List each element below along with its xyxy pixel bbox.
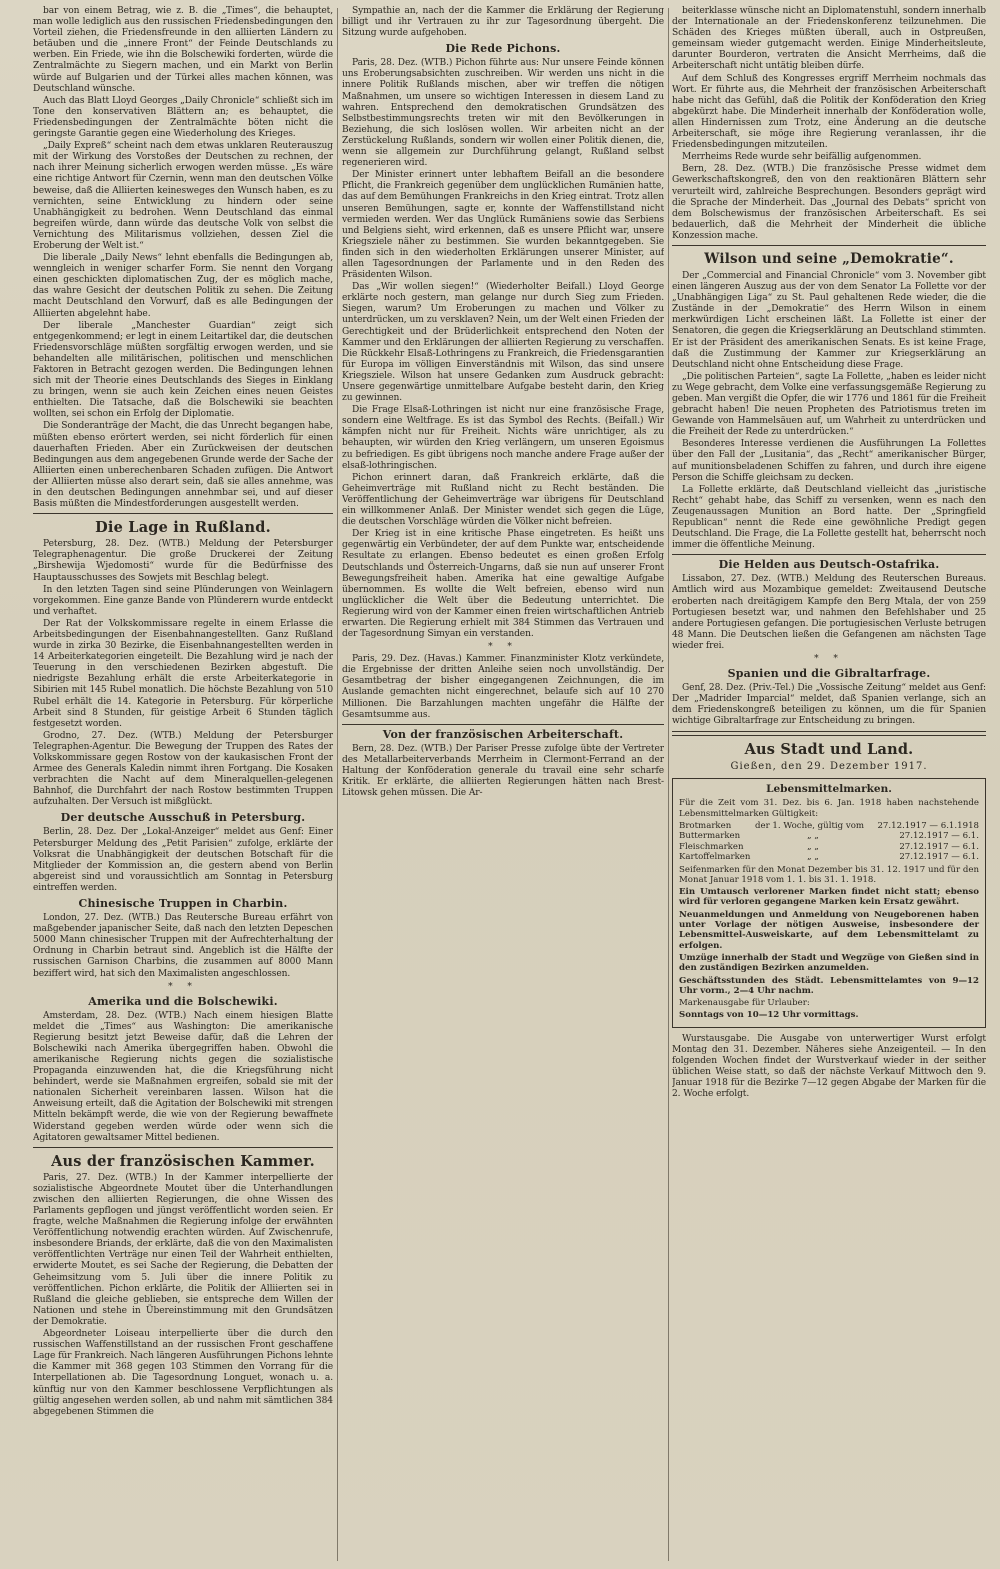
paragraph: Paris, 27. Dez. (WTB.) In der Kammer interpellierte der sozialistische Abgeordnete Moutet über die Unterhandlungen zwischen den alliierten Regierungen, die ohne Wissen des Parlaments gepflogen und jüngst veröffentlicht worden seien. Er fragte, welche Maßnahmen die Regierung infolge der erwähnten Veröffentlichung notwendig erachten würden. Auf Zwischenrufe, insbesondere Briands, der erklärte, daß die von den Maximalisten veröffentlichten Verträge nur einen Teil der Wahrheit enthielten, erwiderte Moutet, es sei Sache der Regierung, die Debatten der Geheimsitzung vom 5. Juli über die innere Politik zu veröffentlichen. Pichon erklärte, die Politik der Alliierten sei in Rußland die gleiche geblieben, sie entspreche dem Willen der Nationen und stehe in Übereinstimmung mit den Grundsätzen der Demokratie. (33, 1172, 333, 1327)
row-period: 27.12.1917 — 6.1.1918 (877, 820, 979, 831)
headline-america: Amerika und die Bolschewiki. (88, 994, 278, 1008)
paragraph: Paris, 29. Dez. (Havas.) Kammer. Finanzminister Klotz verkündete, die Ergebnisse der dritten Anleihe seien noch unvollständig. Der Gesamtbetrag der bisher eingegangenen Zeichnungen, die im Auslande gemachten nicht eingerechnet, belaufe sich auf 10 270 Millionen. Die Barzahlungen machten ungefähr die Hälfte der Gesamtsumme aus. (342, 654, 664, 720)
divider (672, 554, 986, 555)
box-line: Sonntags von 10—12 Uhr vormittags. (679, 1010, 859, 1021)
paragraph: Die Sonderanträge der Macht, die das Unrecht begangen habe, müßten ebenso erörtert werden, sei nicht förderlich für einen dauerhaften Frieden. Aber ein Zurückweisen der deutschen Bedingungen aus dem angegebenen Grunde werde der Sache der Alliierten einen unberechenbaren Schaden zufügen. Die Antwort der Alliierten müsse also derart sein, daß sie alles annehme, was in den deutschen Bedingungen annehmbar sei, und auf dieser Basis müßten die Mindestforderungen ausgestellt werden. (33, 421, 333, 510)
double-divider (672, 731, 986, 736)
column-right (672, 6, 986, 1563)
divider (672, 245, 986, 246)
paragraph: Bern, 28. Dez. (WTB.) Die französische Presse widmet dem Gewerkschaftskongreß, den von den reaktionären Blättern sehr verurteilt wird, zahlreiche Besprechungen. Besonders geprägt wird die Sprache der Minderheit. Das „Journal des Debats“ spricht von dem Bolschewismus der französischen Arbeiterschaft. Es sei bedauerlich, daß die Mehrheit der Minderheit die übliche Konzession mache. (672, 164, 986, 241)
section-ornament: * * (488, 642, 518, 653)
section-ornament: * * (168, 981, 198, 992)
headline-russia: Die Lage in Rußland. (95, 519, 271, 537)
paragraph: Der Minister erinnert unter lebhaftem Beifall an die besondere Pflicht, die Frankreich gegenüber dem unglücklichen Rumänien hatte, das auf dem Bemühungen Frankreichs in den Krieg eintrat. Trotz allen unseren Bemühungen, sagte er, konnte der Waffenstillstand nicht vermieden werden. Wer das Unglück Rumäniens sowie das Serbiens und Belgiens sieht, wird erkennen, daß es unsere Pflicht war, unsere Kriegsziele näher zu bestimmen. Sie wurden bekanntgegeben. Sie finden sich in den wiederholten Erklärungen unserer Minister, auf allen Tagesordnungen der Parlamente und in den Reden des Präsidenten Wilson. (342, 170, 664, 281)
section-ornament: * * (814, 653, 844, 664)
headline-pichon: Die Rede Pichons. (445, 42, 561, 56)
row-name: Brotmarken (679, 820, 732, 831)
row-period: 27.12.1917 — 6.1. (899, 841, 979, 852)
box-line: Seifenmarken für den Monat Dezember bis 31. 12. 1917 und für den Monat Januar 1918 vom 1. 1. bis 31. 1. 1918. (679, 864, 979, 885)
paragraph: Der Krieg ist in eine kritische Phase eingetreten. Es heißt uns gegenwärtig ein Verbündeter, der auf dem Punkte war, entscheidende Resultate zu erlangen. Ebenso bedeutet es einen großen Erfolg Deutschlands und Österreich-Ungarns, daß sie nun auf unserer Front Bewegungsfreiheit haben. Amerika hat eine gewaltige Aufgabe übernommen. Es wollte die Welt befreien, ebenso wird nun unglücklicher die Welt über die Bedeutung unterrichtet. Die Regierung wird von der Kammer einen freien wirtschaftlichen Antrieb erwarten. Die Regierung erhielt mit 384 Stimmen das Vertrauen und der Tagesordnung Simyan ein verstanden. (342, 529, 664, 640)
paragraph: Die Frage Elsaß-Lothringen ist nicht nur eine französische Frage, sondern eine Weltfrage. Es ist das Symbol des Rechts. (Beifall.) Wir kämpfen nicht nur für Freiheit. Nichts wäre unrichtiger, als zu behaupten, wir würden den Krieg verlängern, um unseren Egoismus zu befriedigen. Es gibt übrigens noch manche andere Frage außer der elsaß-lothringischen. (342, 405, 664, 471)
paragraph: Lissabon, 27. Dez. (WTB.) Meldung des Reuterschen Bureaus. Amtlich wird aus Mozambique gemeldet: Zweitausend Deutsche eroberten nach dreitägigem Kampfe den Berg Mtala, der von 259 Portugiesen besetzt war, und nahmen den Befehlshaber und 25 andere Portugiesen gefangen. Die portugiesischen Verluste betrugen 48 Mann. Die Deutschen ließen die Gefangenen am nächsten Tage wieder frei. (672, 574, 986, 651)
row-name: Fleischmarken (679, 841, 744, 852)
paragraph: Das „Wir wollen siegen!“ (Wiederholter Beifall.) Lloyd George erklärte noch gestern, man gelange nur durch Sieg zum Frieden. Siegen, warum? Um Eroberungen zu machen und Völker zu unterdrücken, um zu versklaven? Nein, um der Welt einen Frieden der Gerechtigkeit und der Brüderlichkeit entsprechend den Noten der Kammer und den Erklärungen der alliierten Regierung zu verschaffen. Die Rückkehr Elsaß-Lothringens zu Frankreich, die Friedensgarantien für Europa im völligen Einverständnis mit Wilson, das sind unsere Kriegsziele. Wilson hat unsere Gedanken zum Ausdruck gebracht: Unsere gegenwärtige unmittelbare Aufgabe besteht darin, den Krieg zu gewinnen. (342, 282, 664, 404)
headline-wilson: Wilson und seine „Demokratie“. (704, 250, 954, 267)
row-period: 27.12.1917 — 6.1. (899, 831, 979, 842)
divider (33, 1147, 333, 1148)
dateline: Gießen, den 29. Dezember 1917. (730, 761, 928, 773)
paragraph: In den letzten Tagen sind seine Plünderungen von Weinlagern vorgekommen. Eine ganze Bande von Plünderern wurde entdeckt und verhaftet. (33, 584, 333, 617)
paragraph: Bern, 28. Dez. (WTB.) Der Pariser Presse zufolge übte der Vertreter des Metallarbeiterverbands Merrheim in Clermont-Ferrand an der Haltung der Konföderation generale du travail eine sehr scharfe Kritik. Er erklärte, die alliierten Regierungen hätten nach Brest-Litowsk gehen müssen. Die Ar- (342, 743, 664, 799)
column-left (33, 6, 333, 1563)
headline-spain: Spanien und die Gibraltarfrage. (727, 666, 931, 680)
divider (33, 513, 333, 514)
paragraph: Die liberale „Daily News“ lehnt ebenfalls die Bedingungen ab, wenngleich in weniger scharfer Form. Sie nennt den Vorgang einen geschickten diplomatischen Zug, der es möglich mache, das wahre Gesicht der deutschen Politik zu sehen. Die Zeitung macht Deutschland den Vorwurf, daß es alle Bedingungen der Alliierten abgelehnt habe. (33, 253, 333, 319)
paragraph: Wurstausgabe. Die Ausgabe von unterwertiger Wurst erfolgt Montag den 31. Dezember. Näheres siehe Anzeigenteil. — In den folgenden Wochen findet der Wurstverkauf wieder in der seither üblichen Weise statt, so daß der nächste Verkauf Mittwoch den 9. Januar 1918 für die Bezirke 7—12 gegen Abgabe der Marken für die 2. Woche erfolgt. (672, 1033, 986, 1100)
paragraph: Genf, 28. Dez. (Priv.-Tel.) Die „Vossische Zeitung“ meldet aus Genf: Der „Madrider Imparcial“ meldet, daß Spanien verlange, sich an dem Friedenskongreß beteiligen zu können, um die für Spanien wichtige Gibraltarfrage zur Entscheidung zu bringen. (672, 682, 986, 727)
row-week: „ „ (807, 831, 819, 842)
paragraph: Amsterdam, 28. Dez. (WTB.) Nach einem hiesigen Blatte meldet die „Times“ aus Washington: Die amerikanische Regierung besitzt jetzt Beweise dafür, daß die Lehren der Bolschewiki nach Amerika übergegriffen haben. Obwohl die amerikanische Regierung nichts gegen die sozialistische Propaganda einzuwenden hat, die die Kriegsführung nicht behindert, werde sie Maßnahmen ergreifen, sobald sie mit der nationalen Sicherheit vereinbaren lassen. Wilson hat die Anweisung erteilt, daß die Agitation der Bolschewiki mit strengen Mitteln bekämpft werde, die wie von der Regierung bewaffnete Widerstand gegeben werden würde oder wenn sich die Agitatoren gewaltsamer Mittel bedienen. (33, 1010, 333, 1143)
box-line: Neuanmeldungen und Anmeldung von Neugeborenen haben unter Vorlage der nötigen Ausweise, insbesondere der Lebensmittel-Ausweiskarte, auf dem Lebensmittelamt zu erfolgen. (679, 909, 979, 951)
table-row (679, 852, 979, 862)
box-title: Lebensmittelmarken. (766, 783, 892, 796)
headline-chamber: Aus der französischen Kammer. (51, 1152, 315, 1170)
table-row (679, 842, 979, 852)
headline-africa: Die Helden aus Deutsch-Ostafrika. (718, 558, 940, 572)
divider (342, 724, 664, 725)
paragraph: Der „Commercial and Financial Chronicle“ vom 3. November gibt einen längeren Auszug aus der von dem Senator La Follette vor der „Unabhängigen Liga“ zu St. Paul gehaltenen Rede wieder, die die Zustände in der „Demokratie“ des Herrn Wilson in einem merkwürdigen Licht erscheinen läßt. La Follette ist einer der Senatoren, die gegen die Kriegserklärung an Deutschland stimmten. Er ist der Präsident des amerikanischen Senats. Es ist keine Frage, daß die Zustimmung der Kammer zur Kriegserklärung an Deutschland nicht ohne Entscheidung diese Frage. (672, 270, 986, 370)
paragraph: Auf dem Schluß des Kongresses ergriff Merrheim nochmals das Wort. Er führte aus, die Mehrheit der französischen Arbeiterschaft habe nicht das Gefühl, daß die Politik der Konföderation den Krieg abgekürzt habe. Die Minderheit innerhalb der Konföderation wolle, allen Hindernissen zum Trotz, eine Änderung an die deutsche Arbeiterschaft, sie möge ihre Regierung veranlassen, ihr die Friedensbedingungen mitzuteilen. (672, 73, 986, 151)
row-name: Buttermarken (679, 831, 741, 842)
paragraph: „Die politischen Parteien“, sagte La Follette, „haben es leider nicht zu Wege gebracht, dem Volke eine verfassungsgemäße Regierung zu geben. Man vergißt die Opfer, die wir 1776 und 1861 für die Freiheit gebracht haben! Die neuen Propheten des Patriotismus treten im Gewande von Hammelsäuen auf, um Wahrheit zu unterdrücken und die Freiheit der Rede zu unterdrücken.“ (672, 371, 986, 438)
headline-charbin: Chinesische Truppen in Charbin. (78, 897, 288, 911)
box-intro: Für die Zeit vom 31. Dez. bis 6. Jan. 1918 haben nachstehende Lebensmittelmarken Gültigkeit: (679, 798, 979, 819)
paragraph: Abgeordneter Loiseau interpellierte über die durch den russischen Waffenstillstand an der russischen Front geschaffene Lage für Frankreich. Nach längeren Ausführungen Pichons lehnte die Kammer mit 368 gegen 103 Stimmen den Vorrang für die Interpellationen ab. Die Tagesordnung Longuet, wonach u. a. künftig nur von den Kammer beschlossene Verpflichtungen als gültig angesehen werden sollen, ab und nahm mit sämtlichen 384 abgegebenen Stimmen die (33, 1329, 333, 1417)
box-line: Geschäftsstunden des Städt. Lebensmittelamtes von 9—12 Uhr vorm., 2—4 Uhr nachm. (679, 975, 979, 996)
paragraph: La Follette erklärte, daß Deutschland vielleicht das „juristische Recht“ gehabt habe, das Schiff zu versenken, wenn es nach den Zeugenaussagen Munition an Bord hatte. Der „Springfield Republican“ nennt die Rede eine gewöhnliche Predigt gegen Deutschland. Die Frage, die La Follette gestellt hat, beherrscht noch immer die öffentliche Meinung. (672, 484, 986, 551)
paragraph: Merrheims Rede wurde sehr beifällig aufgenommen. (682, 152, 922, 163)
column-middle (342, 6, 664, 1563)
paragraph: Sympathie an, nach der die Kammer die Erklärung der Regierung billigt und ihr Vertrauen zu ihr zur Tagesordnung übergeht. Die Sitzung wurde aufgehoben. (342, 6, 664, 39)
paragraph: Pichon erinnert daran, daß Frankreich erklärte, daß die Geheimverträge mit Rußland nicht zu Recht beständen. Die Veröffentlichung der Geheimverträge war übrigens für Deutschland ein willkommener Anlaß. Der Minister wendet sich gegen die Lüge, die deutschen Vorschläge würden die Völker nicht befreien. (342, 472, 664, 528)
paragraph: Besonderes Interesse verdienen die Ausführungen La Follettes über den Fall der „Lusitania“, das „Recht“ amerikanischer Bürger, auf munitionsbeladenen Schiffen zu fahren, und durch ihre eigene Person die Schiffe gleichsam zu decken. (672, 439, 986, 483)
column-rule-right (668, 8, 669, 1561)
paragraph: Der liberale „Manchester Guardian“ zeigt sich entgegenkommend; er legt in einem Leitartikel dar, die deutschen Friedensvorschläge müßten sorgfältig erwogen werden, und sie behandelten alle militärischen, politischen und menschlichen Faktoren in Betracht gezogen werden. Die Bedingungen lehnen sich mit der Theorie eines Deutschlands des Sieges in Einklang zu bringen, wenn sie auch kein Zeichen eines neuen Geistes enthielten. Die Tatsache, daß die Bolschewiki sie beachten wollten, sei schon ein Erfolg der Diplomatie. (33, 320, 333, 420)
headline-workers: Von der französischen Arbeiterschaft. (382, 727, 624, 741)
paragraph: Der Rat der Volkskommissare regelte in einem Erlasse die Arbeitsbedingungen der Eisenbahnangestellten. Ganz Rußland wurde in zirka 30 Bezirke, die Eisenbahnangestellten werden in 14 Arbeiterkategorien eingeteilt. Die Bezahlung wird je nach der Teuerung in den verschiedenen Bezirken abgestuft. Die niedrigste Bezahlung erhält die erste Arbeiterkategorie in Sibirien mit 145 Rubel monatlich. Die höchste Bezahlung von 510 Rubel erhält die 14. Kategorie in Petersburg. Für körperliche Arbeit sind 8 Stunden, für geistige Arbeit 6 Stunden täglich festgesetzt worden. (33, 618, 333, 729)
row-week: der 1. Woche, gültig vom (754, 820, 865, 831)
row-week: „ „ (807, 852, 819, 863)
paragraph: „Daily Expreß“ scheint nach dem etwas unklaren Reuterauszug mit der Wirkung des Vorstoßes der Deutschen zu rechnen, der nach ihrer Meinung sicherlich erwogen werden müsse. „Es wäre eine richtige Antwort für Czernin, wenn man den deutschen Völke beweise, daß die Alliierten keinesweges den Wunsch haben, es zu vernichten, seine Entwicklung zu hindern oder seine Unabhängigkeit zu bedrohen. Wenn Deutschland das einmal begreifen würde, dann würde das deutsche Volk von selbst die Vernichtung des Militarismus vollziehen, dessen Ziel die Eroberung der Welt ist.“ (33, 141, 333, 251)
row-period: 27.12.1917 — 6.1. (899, 852, 979, 863)
box-line: Umzüge innerhalb der Stadt und Wegzüge von Gießen sind in den zuständigen Bezirken anzumelden. (679, 952, 979, 974)
paragraph: Grodno, 27. Dez. (WTB.) Meldung der Petersburger Telegraphen-Agentur. Die Bewegung der Truppen des Rates der Volkskommissare gegen Rostow von der kaukasischen Front der Armee des Generals Kaledin nimmt ihren Fortgang. Die Kosaken verbrachten die Nacht auf dem Mineralquellen-gelegenen Bahnhof, die Durchfahrt der nach Rostow bestimmten Truppen aufzuhalten. Der Versuch ist mißglückt. (33, 730, 333, 808)
paragraph: Berlin, 28. Dez. Der „Lokal-Anzeiger“ meldet aus Genf: Einer Petersburger Meldung des „Petit Parisien“ zufolge, erklärte der Volksrat die Unabhängigkeit der deutschen Botschaft für die Mitglieder der Kommission an, die gestern abend von Berlin abgereist sind und voraussichtlich am Sonntag in Petersburg eintreffen werden. (33, 827, 333, 893)
ration-stamps-box (672, 778, 986, 1027)
headline-local: Aus Stadt und Land. (744, 741, 914, 759)
paragraph: bar von einem Betrag, wie z. B. die „Times“, die behauptet, man wolle lediglich aus den russischen Friedensbedingungen den Vorteil ziehen, die Friedensfreunde in den alliierten Ländern zu betäuben und die „innere Front“ der Feinde Deutschlands zu werben. Ein Friede, wie ihn die Bolschewiki forderten, würde die Zentralmächte zu Siegern machen, und ein Markt von Berlin würde auf Bulgarien und der Türkei alles machen können, was Deutschland wünsche. (33, 6, 333, 94)
paragraph: Petersburg, 28. Dez. (WTB.) Meldung der Petersburger Telegraphenagentur. Die große Druckerei der Zeitung „Birshewija Wjedomosti“ wurde für die Bedürfnisse des Hauptausschusses des Sowjets mit Beschlag belegt. (33, 539, 333, 583)
box-line: Markenausgabe für Urlauber: (679, 998, 810, 1009)
table-row (679, 821, 979, 831)
column-rule-left (337, 8, 338, 1561)
table-row (679, 831, 979, 841)
ration-table (679, 821, 979, 863)
row-week: „ „ (807, 841, 819, 852)
paragraph: Paris, 28. Dez. (WTB.) Pichon führte aus: Nur unsere Feinde können uns Eroberungsabsichten zuschreiben. Wir werden uns nicht in die innere Politik Rußlands mischen, aber wir treffen die nötigen Maßnahmen, um unsere so wichtigen Interessen in diesem Land zu wahren. Entsprechend den demokratischen Grundsätzen des Selbstbestimmungsrechts treten wir mit den Bevölkerungen in Beziehung, die sich loslösen wollen. Wir arbeiten nicht an der Zerstückelung Rußlands, sondern wir wollen einer Politik dienen, die, wenn sie allgemein zur Durchführung gelangt, Rußland selbst regenerieren wird. (342, 58, 664, 169)
paragraph: London, 27. Dez. (WTB.) Das Reutersche Bureau erfährt von maßgebender japanischer Seite, daß nach den letzten Depeschen 5000 Mann chinesischer Truppen mit der Aufrechterhaltung der Ordnung in Charbin betraut sind. Angeblich ist die Hälfte der russischen Garnison Charbins, die zusammen auf 8000 Mann beziffert wird, hat sich den Maximalisten angeschlossen. (33, 913, 333, 979)
box-line: Ein Umtausch verlorener Marken findet nicht statt; ebenso wird für verloren gegangene Marken kein Ersatz gewährt. (679, 887, 979, 908)
row-name: Kartoffelmarken (679, 852, 751, 863)
paragraph: Auch das Blatt Lloyd Georges „Daily Chronicle“ schließt sich im Tone den konservativen Blättern an; es behauptet, die Friedensbedingungen der Zentralmächte böten nicht die geringste Garantie gegen eine Wiederholung des Krieges. (33, 95, 333, 140)
headline-petersburg: Der deutsche Ausschuß in Petersburg. (60, 811, 306, 825)
paragraph: beiterklasse wünsche nicht an Diplomatenstuhl, sondern innerhalb der Internationale an der Friedenskonferenz teilzunehmen. Die Schäden des Krieges müßten überall, auch in Ostpreußen, gemeinsam wieder gutgemacht werden. Einige Minderheitsleute, darunter Bourderon, vertraten die Ansicht Merrheims, daß die Arbeiterschaft nicht untätig bleiben dürfe. (672, 6, 986, 72)
